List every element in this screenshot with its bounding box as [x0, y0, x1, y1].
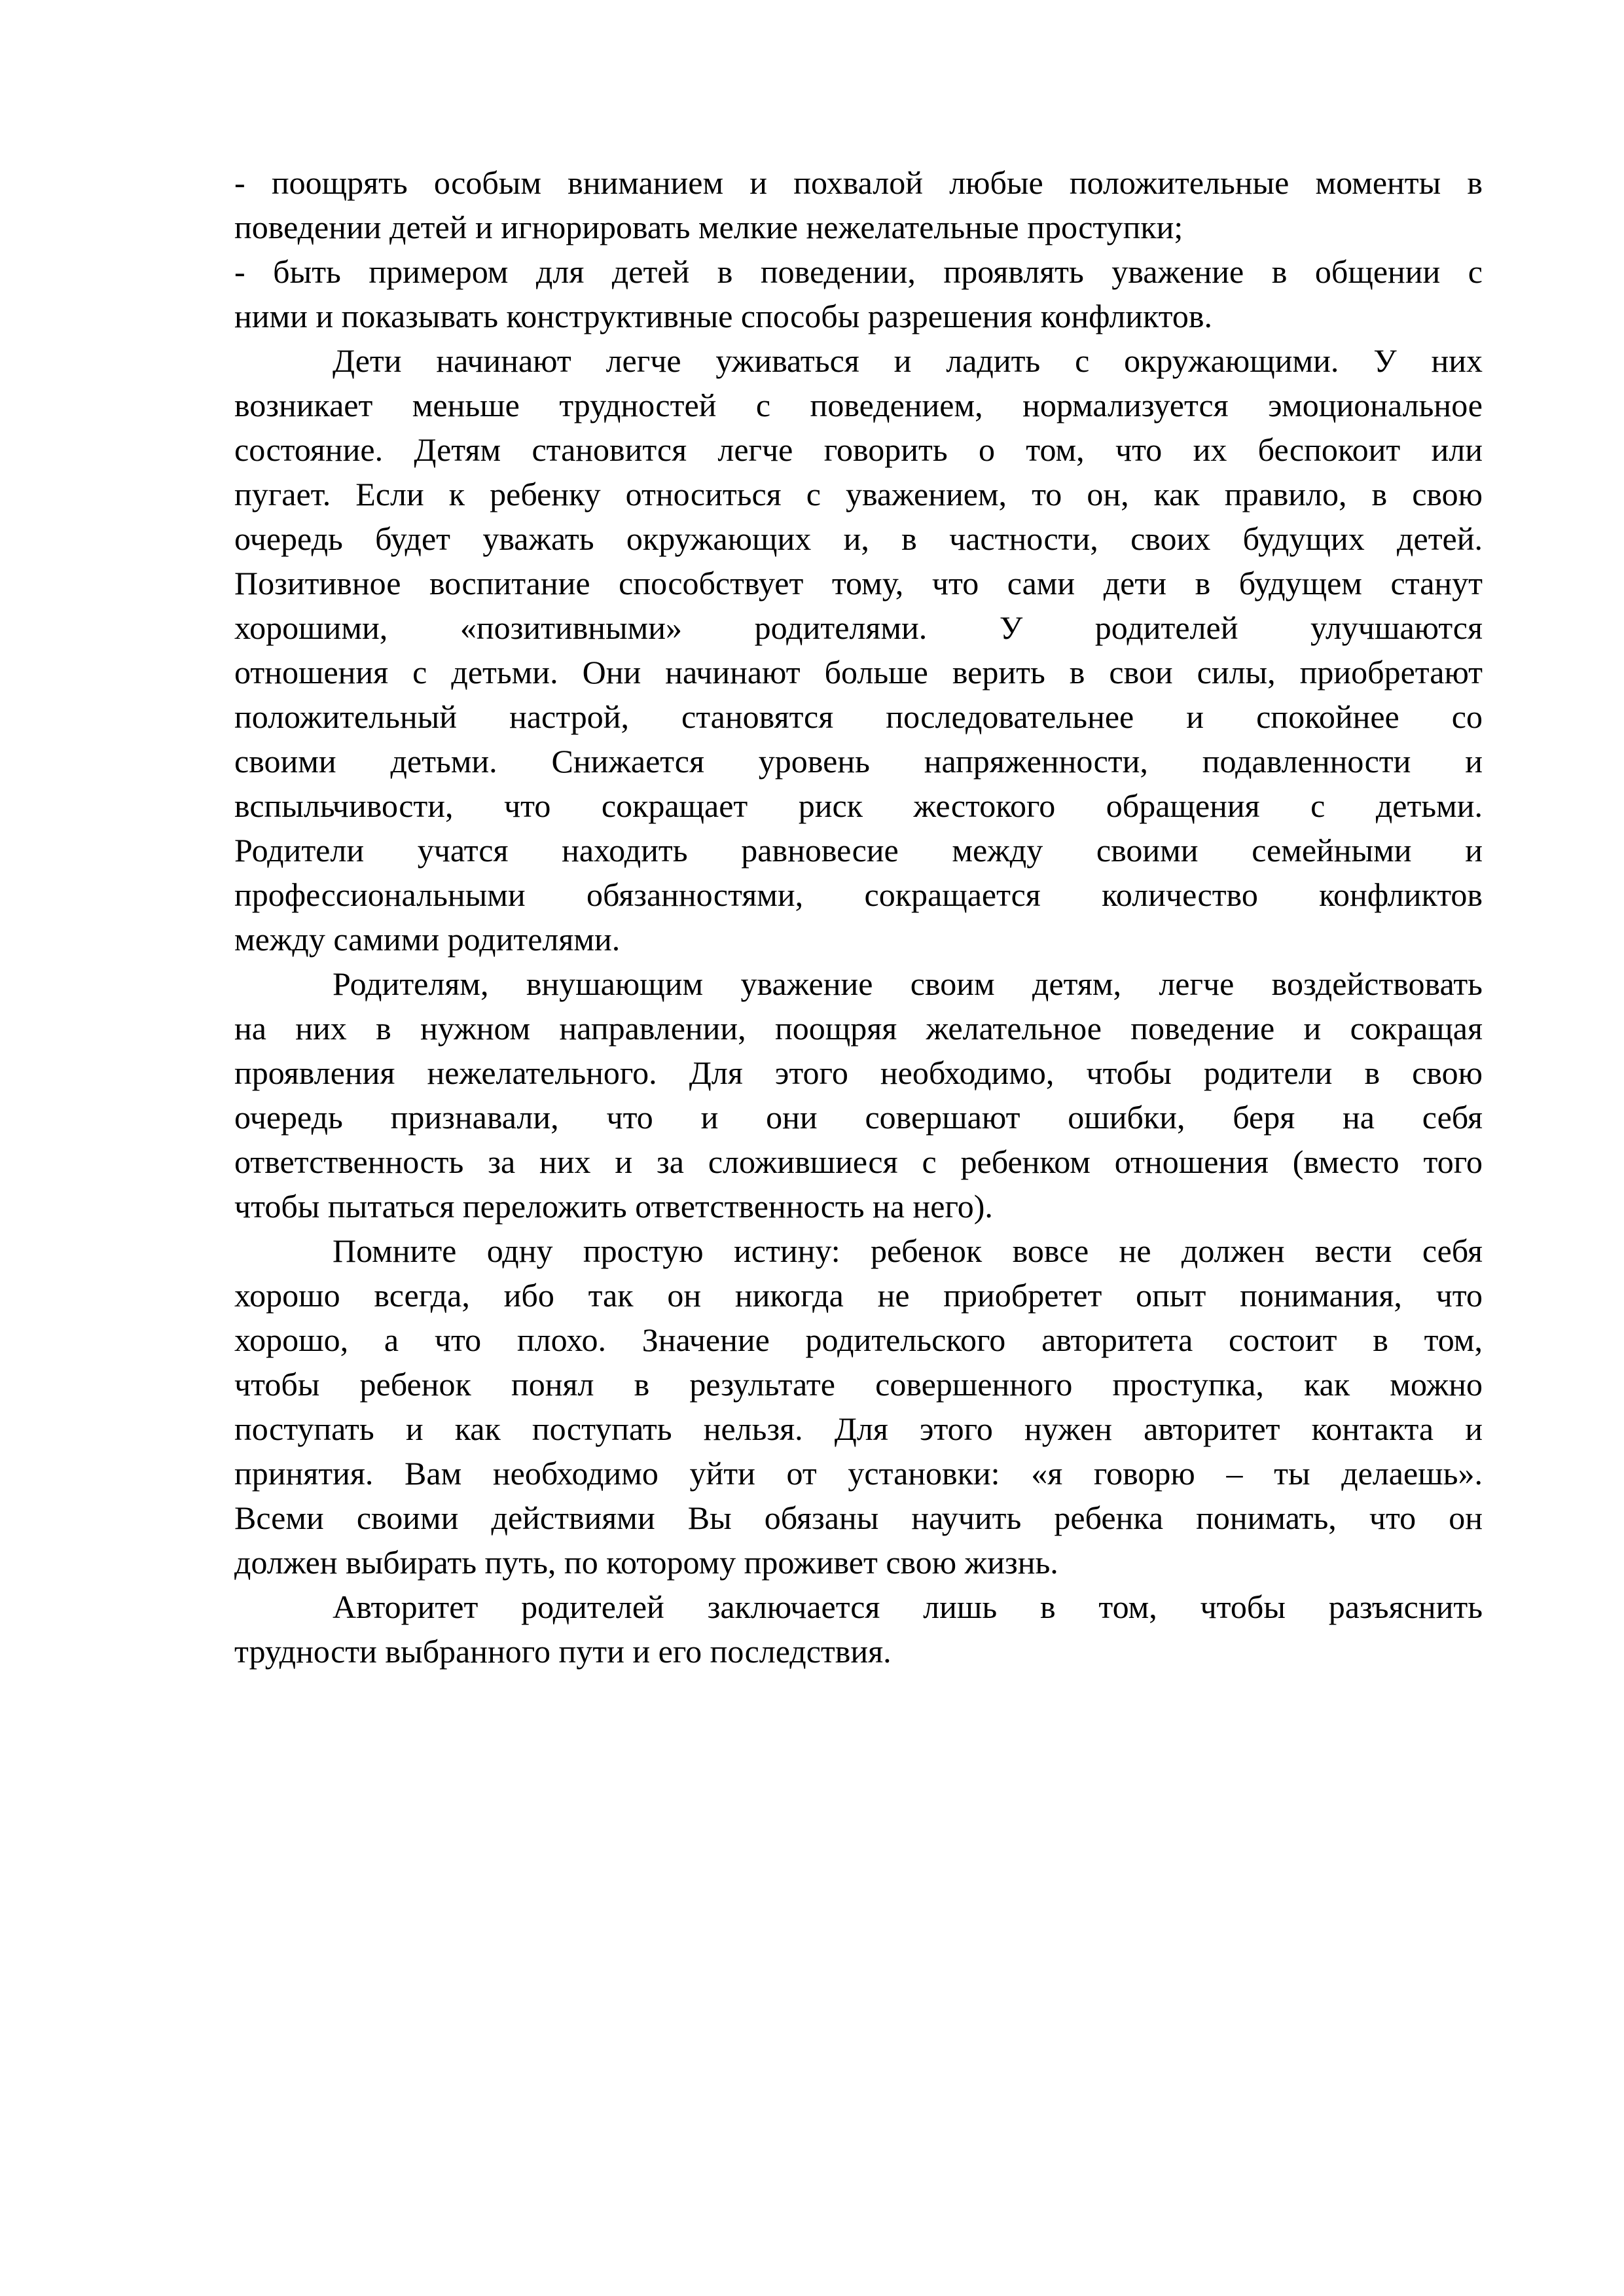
- text-line: ними и показывать конструктивные способы разрешения конфликтов.: [234, 298, 1212, 334]
- text-line: на них в нужном направлении, поощряя желательное поведение и сокращая: [234, 1010, 1483, 1047]
- text-line: должен выбирать путь, по которому проживет свою жизнь.: [234, 1544, 1058, 1581]
- text-line: Дети начинают легче уживаться и ладить с окружающими. У них: [333, 342, 1483, 379]
- text-line: хорошими, «позитивными» родителями. У родителей улучшаются: [234, 609, 1483, 646]
- text-line: проявления нежелательного. Для этого необходимо, чтобы родители в свою: [234, 1054, 1483, 1091]
- text-line: - поощрять особым вниманием и похвалой любые положительные моменты в: [234, 164, 1483, 201]
- text-line: пугает. Если к ребенку относиться с уважением, то он, как правило, в свою: [234, 476, 1483, 512]
- text-line: профессиональными обязанностями, сокращается количество конфликтов: [234, 876, 1483, 913]
- text-line: возникает меньше трудностей с поведением, нормализуется эмоциональное: [234, 387, 1483, 423]
- text-line: ответственность за них и за сложившиеся с ребенком отношения (вместо того: [234, 1143, 1483, 1180]
- text-line: своими детьми. Снижается уровень напряженности, подавленности и: [234, 743, 1483, 780]
- text-line: хорошо, а что плохо. Значение родительского авторитета состоит в том,: [234, 1321, 1483, 1358]
- text-line: Авторитет родителей заключается лишь в том, чтобы разъяснить: [333, 1588, 1483, 1625]
- text-line: положительный настрой, становятся последовательнее и спокойнее со: [234, 698, 1483, 735]
- text-line: между самими родителями.: [234, 921, 621, 958]
- text-line: состояние. Детям становится легче говорить о том, что их беспокоит или: [234, 431, 1483, 468]
- text-line: - быть примером для детей в поведении, проявлять уважение в общении с: [234, 253, 1483, 290]
- text-line: очередь будет уважать окружающих и, в частности, своих будущих детей.: [234, 520, 1483, 557]
- text-block: [234, 160, 1483, 1674]
- text-line: чтобы пытаться переложить ответственность на него).: [234, 1188, 993, 1225]
- text-line: Родителям, внушающим уважение своим детям, легче воздействовать: [333, 965, 1483, 1002]
- text-line: Позитивное воспитание способствует тому, что сами дети в будущем станут: [234, 565, 1483, 601]
- text-line: принятия. Вам необходимо уйти от установки: «я говорю – ты делаешь».: [234, 1455, 1483, 1492]
- text-line: поступать и как поступать нельзя. Для этого нужен авторитет контакта и: [234, 1410, 1483, 1447]
- text-line: отношения с детьми. Они начинают больше верить в свои силы, приобретают: [234, 654, 1483, 691]
- text-line: вспыльчивости, что сокращает риск жестокого обращения с детьми.: [234, 787, 1483, 824]
- text-line: хорошо всегда, ибо так он никогда не приобретет опыт понимания, что: [234, 1277, 1483, 1314]
- text-line: чтобы ребенок понял в результате совершенного проступка, как можно: [234, 1366, 1483, 1403]
- text-line: трудности выбранного пути и его последствия.: [234, 1633, 892, 1670]
- text-line: поведении детей и игнорировать мелкие нежелательные проступки;: [234, 209, 1183, 245]
- text-line: Всеми своими действиями Вы обязаны научить ребенка понимать, что он: [234, 1499, 1483, 1536]
- text-line: Помните одну простую истину: ребенок вовсе не должен вести себя: [333, 1232, 1483, 1269]
- text-line: Родители учатся находить равновесие между своими семейными и: [234, 832, 1483, 869]
- text-line: очередь признавали, что и они совершают ошибки, беря на себя: [234, 1099, 1483, 1136]
